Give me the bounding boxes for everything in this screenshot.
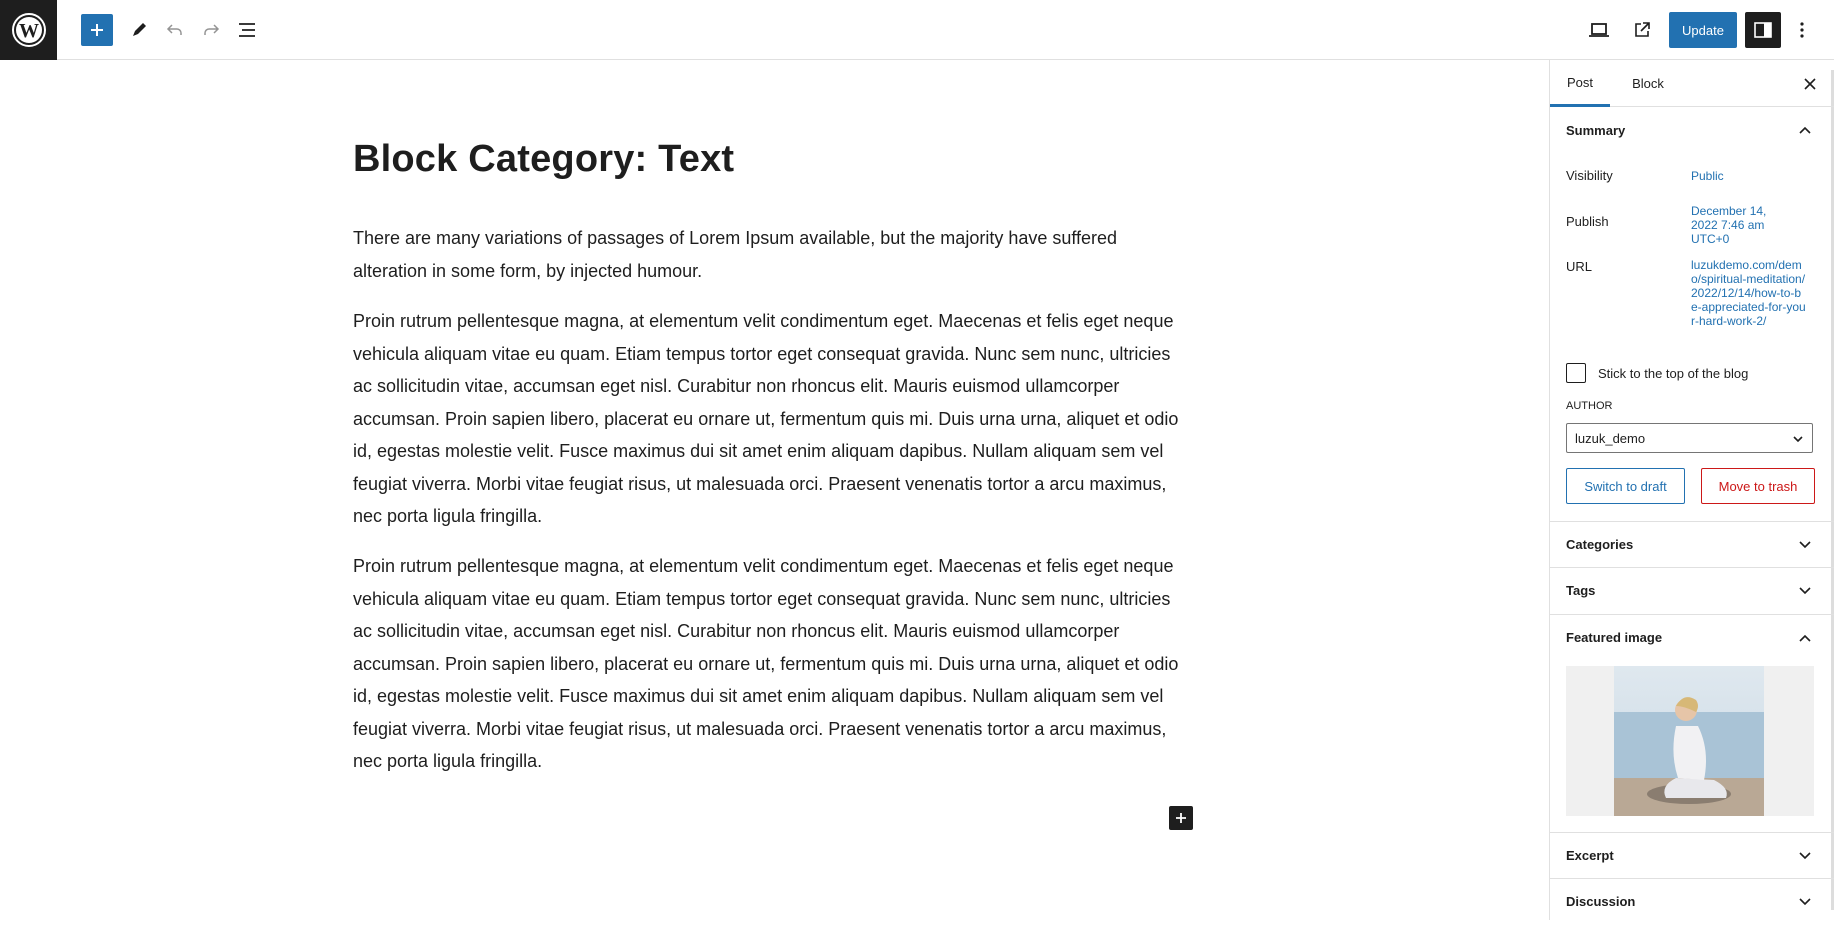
- plus-icon: [1174, 811, 1188, 825]
- list-view-icon: [237, 21, 257, 39]
- svg-text:W: W: [18, 20, 39, 42]
- categories-panel-title: Categories: [1566, 537, 1634, 552]
- url-value[interactable]: luzukdemo.com/demo/spiritual-meditation/2022/12/14/how-to-be-appreciated-for-your-hard-work-2/: [1691, 258, 1806, 328]
- featured-image-panel-title: Featured image: [1566, 630, 1663, 645]
- tools-button[interactable]: [123, 14, 155, 46]
- more-vertical-icon: [1799, 21, 1805, 39]
- editor-toolbar: [0, 0, 1834, 60]
- author-select[interactable]: [1566, 423, 1813, 453]
- summary-panel-toggle[interactable]: [1550, 107, 1834, 153]
- list-view-button[interactable]: [231, 14, 263, 46]
- featured-image-panel-toggle[interactable]: [1550, 614, 1834, 660]
- sidebar-toggle-icon: [1753, 20, 1773, 40]
- chevron-down-icon: [1790, 431, 1806, 447]
- undo-icon: [166, 21, 184, 39]
- stick-to-top-label: Stick to the top of the blog: [1598, 366, 1749, 381]
- chevron-down-icon: [1795, 535, 1815, 555]
- excerpt-panel-toggle[interactable]: [1550, 832, 1834, 878]
- redo-icon: [202, 21, 220, 39]
- chevron-down-icon: [1795, 846, 1815, 866]
- switch-to-draft-button[interactable]: Switch to draft: [1566, 468, 1685, 504]
- wordpress-logo-icon[interactable]: [0, 0, 57, 60]
- publish-label: Publish: [1566, 214, 1609, 229]
- featured-image-preview[interactable]: [1566, 666, 1814, 816]
- stick-to-top-checkbox[interactable]: [1566, 363, 1586, 383]
- categories-panel-toggle[interactable]: [1550, 521, 1834, 567]
- redo-button[interactable]: [195, 14, 227, 46]
- undo-button[interactable]: [159, 14, 191, 46]
- chevron-up-icon: [1795, 628, 1815, 648]
- view-post-button[interactable]: [1626, 14, 1658, 46]
- publish-date-value[interactable]: December 14, 2022 7:46 am UTC+0: [1691, 204, 1767, 246]
- chevron-down-icon: [1795, 581, 1815, 601]
- settings-sidebar: [1549, 60, 1834, 920]
- chevron-up-icon: [1795, 120, 1815, 140]
- plus-icon: [89, 22, 105, 38]
- discussion-panel-title: Discussion: [1566, 894, 1636, 909]
- move-to-trash-button[interactable]: Move to trash: [1701, 468, 1815, 504]
- author-label: AUTHOR: [1566, 400, 1613, 412]
- external-link-icon: [1632, 20, 1652, 40]
- tab-post[interactable]: Post: [1550, 60, 1610, 107]
- url-label: URL: [1566, 259, 1593, 274]
- preview-button[interactable]: [1583, 14, 1615, 46]
- author-select-value: luzuk_demo: [1575, 430, 1646, 446]
- visibility-label: Visibility: [1566, 168, 1613, 183]
- summary-panel-title: Summary: [1566, 122, 1626, 138]
- update-button[interactable]: Update: [1669, 12, 1737, 48]
- paragraph-block[interactable]: Proin rutrum pellentesque magna, at elementum velit condimentum eget. Maecenas et felis eget neque vehicula aliquam vitae eu quam. Etiam tempus tortor eget consequat gravida. Nunc sem nunc, ultricies ac sollicitudin vitae, accumsan eget nisl. Curabitur non rhoncus elit. Mauris euismod ullamcorper accumsan. Proin sapien libero, placerat eu ornare ut, fermentum quis mi. Duis urna urna, aliquet et odio id, egestas molestie velit. Fusce maximus dui sit amet enim aliquam dapibus. Nullam aliquam sem vel feugiat viverra. Morbi vitae feugiat risus, ut malesuada orci. Praesent venenatis tortor a arcu maximus, nec porta ligula fringilla.: [353, 311, 1179, 526]
- chevron-down-icon: [1795, 892, 1815, 912]
- discussion-panel-toggle[interactable]: [1550, 878, 1834, 920]
- tags-panel-title: Tags: [1566, 583, 1596, 598]
- tags-panel-toggle[interactable]: [1550, 567, 1834, 613]
- tab-block[interactable]: Block: [1632, 76, 1664, 91]
- pencil-icon: [130, 21, 148, 39]
- paragraph-block[interactable]: Proin rutrum pellentesque magna, at elementum velit condimentum eget. Maecenas et felis eget neque vehicula aliquam vitae eu quam. Etiam tempus tortor eget consequat gravida. Nunc sem nunc, ultricies ac sollicitudin vitae, accumsan eget nisl. Curabitur non rhoncus elit. Mauris euismod ullamcorper accumsan. Proin sapien libero, placerat eu ornare ut, fermentum quis mi. Duis urna urna, aliquet et odio id, egestas molestie velit. Fusce maximus dui sit amet enim aliquam dapibus. Nullam aliquam sem vel feugiat viverra. Morbi vitae feugiat risus, ut malesuada orci. Praesent venenatis tortor a arcu maximus, nec porta ligula fringilla.: [353, 556, 1179, 771]
- sidebar-tabs: [1550, 60, 1834, 107]
- laptop-icon: [1588, 21, 1610, 39]
- settings-button[interactable]: [1745, 12, 1781, 48]
- visibility-value[interactable]: Public: [1691, 169, 1724, 183]
- featured-image: [1614, 666, 1764, 816]
- excerpt-panel-title: Excerpt: [1566, 848, 1614, 863]
- paragraph-block[interactable]: There are many variations of passages of Lorem Ipsum available, but the majority have suffered alteration in some form, by injected humour.: [353, 228, 1118, 281]
- add-block-button[interactable]: [81, 14, 113, 46]
- block-inserter-button[interactable]: [1169, 806, 1193, 830]
- post-title[interactable]: Block Category: Text: [353, 138, 735, 180]
- close-icon: [1804, 78, 1816, 90]
- options-button[interactable]: [1786, 14, 1818, 46]
- close-sidebar-button[interactable]: [1798, 72, 1822, 96]
- editor-canvas: [0, 60, 1549, 920]
